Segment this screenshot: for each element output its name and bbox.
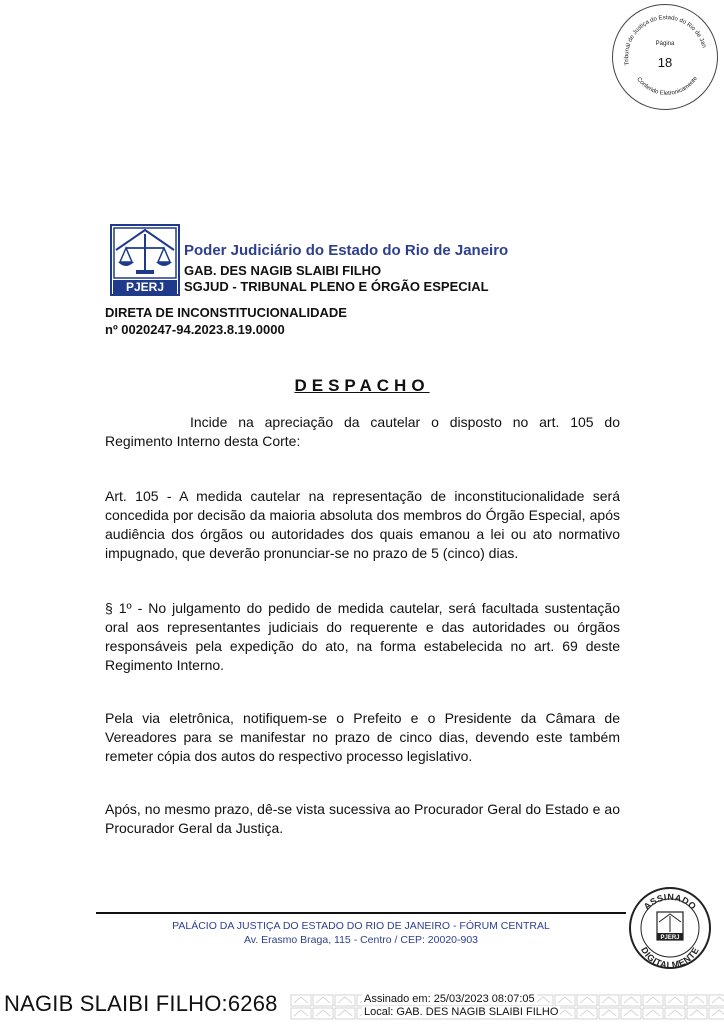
paragraph-notification: Pela via eletrônica, notifiquem-se o Prefeito e o Presidente da Câmara de Vereadores para se manifestar no prazo de cinco dias, devendo este também remeter cópia dos autos do respectivo processo legislativo. <box>105 710 620 764</box>
pjerj-logo <box>110 224 180 296</box>
document-title: DESPACHO <box>294 376 430 395</box>
paragraph-section-1: § 1º - No julgamento do pedido de medida cautelar, será facultada sustentação oral aos representantes judiciais do requerente e das autoridades ou órgãos responsáveis pela expedição do ato, na forma estabelecida no art. 69 deste Regimento Interno. <box>105 600 620 673</box>
case-number: nº 0020247-94.2023.8.19.0000 <box>105 322 285 337</box>
footer-divider <box>96 912 626 914</box>
office-name: GAB. DES NAGIB SLAIBI FILHO <box>184 263 382 278</box>
paragraph-intro: Incide na apreciação da cautelar o disposto no art. 105 do Regimento Interno desta Corte: <box>105 414 620 449</box>
signer-name: NAGIB SLAIBI FILHO:6268 <box>4 991 278 1016</box>
footer-address-line1: PALÁCIO DA JUSTIÇA DO ESTADO DO RIO DE JANEIRO - FÓRUM CENTRAL <box>172 920 550 932</box>
signature-location: Local: GAB. DES NAGIB SLAIBI FILHO <box>364 1006 559 1018</box>
paragraph-article-105: Art. 105 - A medida cautelar na representação de inconstitucionalidade será concedida por decisão da maioria absoluta dos membros do Órgão Especial, após audiência dos órgãos ou autoridades dos quais emanou a lei ou ato normativo impugnado, que deverão pronunciar-se no prazo de 5 (cinco) dias. <box>105 488 620 561</box>
signature-timestamp: Assinado em: 25/03/2023 08:07:05 <box>364 993 535 1005</box>
stamp-page-label: Página <box>655 41 675 47</box>
seal-bottom-text: DIGITALMENTE <box>639 945 701 970</box>
logo-text: PJERJ <box>125 280 165 294</box>
division-name: SGJUD - TRIBUNAL PLENO E ÓRGÃO ESPECIAL <box>184 279 489 294</box>
digital-signature-seal <box>628 886 712 970</box>
seal-logo-text: PJERJ <box>660 935 680 941</box>
stamp-bottom-text: Conferido Eletronicamente <box>635 75 699 97</box>
case-type: DIRETA DE INCONSTITUCIONALIDADE <box>105 305 347 320</box>
seal-top-text: ASSINADO <box>641 891 699 912</box>
paragraph-vista: Após, no mesmo prazo, dê-se vista sucessiva ao Procurador Geral do Estado e ao Procurador Geral da Justiça. <box>105 801 620 836</box>
page-stamp <box>612 4 718 110</box>
stamp-page-number: 18 <box>657 55 673 70</box>
stamp-arc-text: Tribunal de Justiça do Estado do Rio de Jan <box>624 15 707 66</box>
footer-address-line2: Av. Erasmo Braga, 115 - Centro / CEP: 20020-903 <box>243 934 479 946</box>
court-name: Poder Judiciário do Estado do Rio de Janeiro <box>184 242 509 259</box>
